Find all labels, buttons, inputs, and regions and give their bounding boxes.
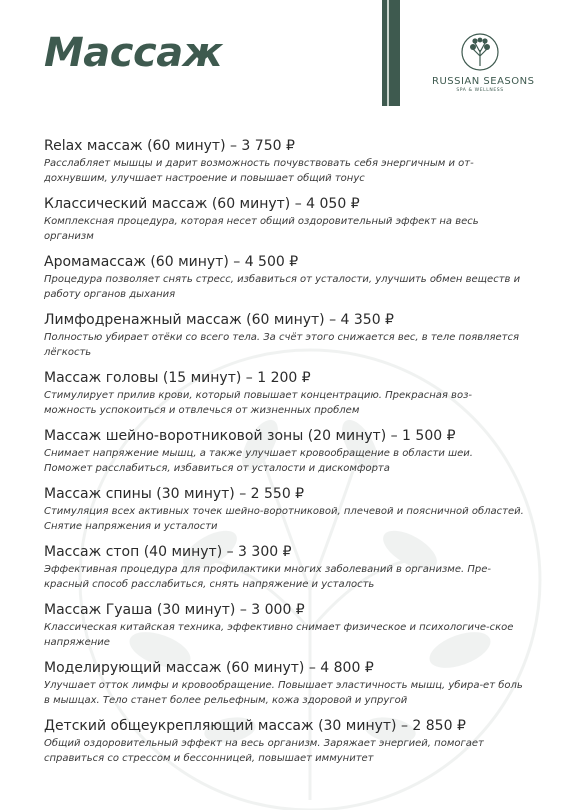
service-item <box>44 542 524 600</box>
brand-subtitle: SPA & WELLNESS <box>456 88 504 93</box>
service-title: Массаж Гуаша (30 минут) – 3 000 ₽ <box>44 602 305 618</box>
service-description: Расслабляет мышцы и дарит возможность почувствовать себя энергичным и от-дохнувшим, улучшает настроение и повышает общий тонус <box>44 158 474 184</box>
service-list <box>44 136 524 774</box>
service-description: Улучшает отток лимфы и кровообращение. Повышает эластичность мышц, убира-ет боль в мышцах. Тело станет более рельефным, кожа здоровой и упругой <box>44 680 523 706</box>
tree-logo-icon <box>460 32 500 72</box>
service-description: Снимает напряжение мышц, а также улучшает кровообращение в области шеи. Поможет расслабиться, избавиться от усталости и дискомфорта <box>44 448 473 474</box>
service-description: Процедура позволяет снять стресс, избавиться от усталости, улучшить обмен веществ и работу органов дыхания <box>44 274 521 300</box>
service-item <box>44 194 524 252</box>
service-description: Эффективная процедура для профилактики многих заболеваний в организме. Пре-красный способ расслабиться, снять напряжение и усталость <box>44 564 491 590</box>
brand-name: RUSSIAN SEASONS <box>432 76 535 87</box>
service-item <box>44 252 524 310</box>
service-title: Массаж спины (30 минут) – 2 550 ₽ <box>44 486 305 502</box>
service-item <box>44 600 524 658</box>
service-item <box>44 310 524 368</box>
service-title: Моделирующий массаж (60 минут) – 4 800 ₽ <box>44 660 374 676</box>
service-title: Relax массаж (60 минут) – 3 750 ₽ <box>44 138 295 154</box>
service-item <box>44 136 524 194</box>
brand-logo <box>432 32 535 93</box>
service-description: Классическая китайская техника, эффективно снимает физическое и психологиче-ское напряжение <box>44 622 514 648</box>
service-description: Полностью убирает отёки со всего тела. За счёт этого снижается вес, в теле появляется лёгкость <box>44 332 520 358</box>
service-description: Стимуляция всех активных точек шейно-воротниковой, плечевой и поясничной областей. Снятие напряжения и усталости <box>44 506 524 532</box>
service-description: Стимулирует прилив крови, который повышает концентрацию. Прекрасная воз-можность успокоиться и отвлечься от жизненных проблем <box>44 390 472 416</box>
service-title: Классический массаж (60 минут) – 4 050 ₽ <box>44 196 360 212</box>
service-title: Массаж стоп (40 минут) – 3 300 ₽ <box>44 544 292 560</box>
decorative-bar <box>382 0 400 106</box>
service-title: Лимфодренажный массаж (60 минут) – 4 350 ₽ <box>44 312 394 328</box>
service-description: Общий оздоровительный эффект на весь организм. Заряжает энергией, помогает справиться со стрессом и бессонницей, повышает иммунитет <box>44 738 484 764</box>
service-item <box>44 368 524 426</box>
service-title: Массаж головы (15 минут) – 1 200 ₽ <box>44 370 311 386</box>
service-title: Массаж шейно-воротниковой зоны (20 минут) – 1 500 ₽ <box>44 428 456 444</box>
service-item <box>44 484 524 542</box>
service-item <box>44 716 524 774</box>
service-item <box>44 426 524 484</box>
page-title: Массаж <box>44 30 223 76</box>
service-title: Аромамассаж (60 минут) – 4 500 ₽ <box>44 254 299 270</box>
decorative-bar-line <box>387 0 389 106</box>
service-description: Комплексная процедура, которая несет общий оздоровительный эффект на весь организм <box>44 216 479 242</box>
service-item <box>44 658 524 716</box>
service-title: Детский общеукрепляющий массаж (30 минут) – 2 850 ₽ <box>44 718 466 734</box>
